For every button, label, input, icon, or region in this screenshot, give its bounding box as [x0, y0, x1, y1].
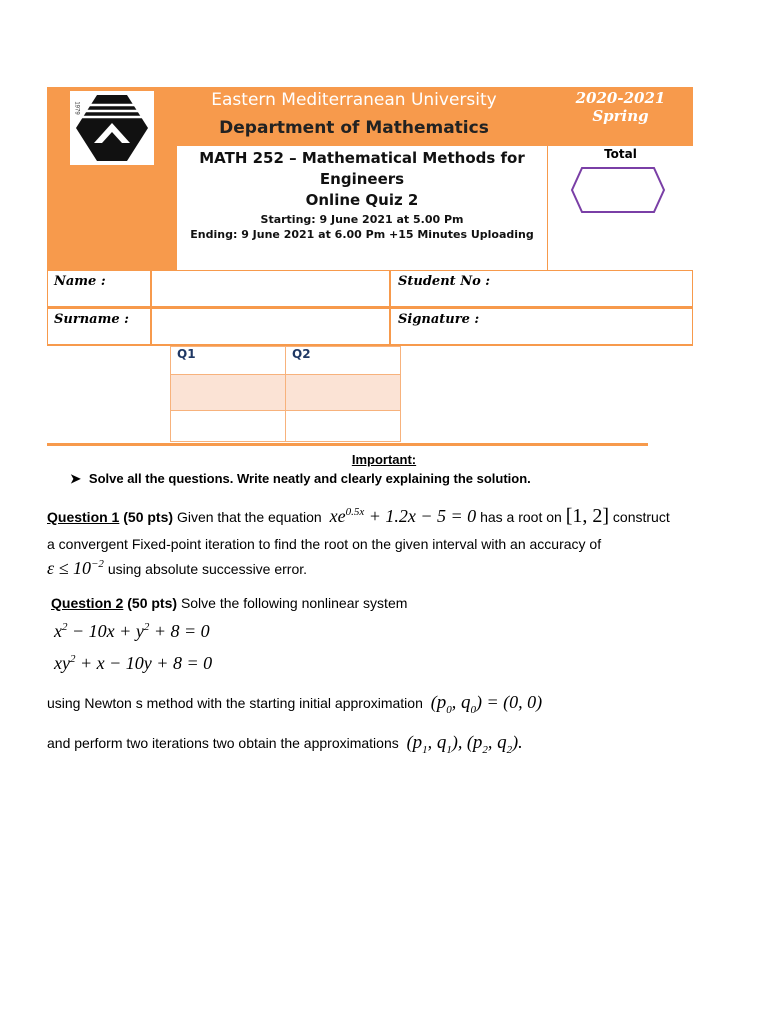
approximations: ($p_1$, $q_1$), ($p_2$, $q_2$). [406, 732, 523, 756]
signature-label: Signature : [398, 312, 480, 327]
question2-text-b: and perform two iterations two obtain the approximations [47, 735, 399, 751]
question1-line3: using absolute successive error. [107, 561, 308, 577]
university-name: Eastern Mediterranean University [211, 90, 497, 110]
bullet-arrow-icon: ➤ [70, 471, 81, 486]
epsilon-condition: $\varepsilon \le 10^{-2}$ [47, 558, 104, 578]
score-table [170, 346, 401, 442]
end-time: Ending: 9 June 2021 at 6.00 Pm +15 Minutes Uploading [190, 228, 534, 241]
equation-2: $xy^2 + x - 10y + 8 = 0$ [54, 653, 213, 673]
logo-year: 1979 [73, 101, 80, 115]
quiz-title: Online Quiz 2 [305, 191, 419, 209]
question2-text-a: using Newton s method with the starting initial approximation [47, 695, 423, 711]
instruction-text: Solve all the questions. Write neatly and clearly explaining the solution. [88, 471, 531, 486]
instruction-line [70, 471, 531, 487]
university-logo [70, 91, 154, 165]
question1-line2: a convergent Fixed-point iteration to find the root on the given interval with an accuracy of [47, 536, 602, 552]
department-name: Department of Mathematics [219, 118, 489, 138]
question2-points: (50 pts) [127, 595, 178, 611]
question2-line-b [47, 732, 523, 756]
q2-score-cell[interactable] [286, 375, 401, 411]
question1-text-b: has a root on [480, 509, 562, 525]
surname-label-cell [48, 309, 150, 344]
total-score-hexagon [572, 168, 664, 212]
question1-interval: [1, 2] [565, 505, 610, 527]
q1-header: Q1 [171, 347, 286, 375]
question2-line1 [51, 595, 407, 611]
question1-line3-wrap [47, 558, 307, 579]
signature-input[interactable] [391, 309, 692, 344]
total-box [548, 146, 693, 270]
name-input[interactable] [152, 271, 389, 306]
question2-text: Solve the following nonlinear system [180, 595, 408, 611]
question2-label: Question 2 [51, 595, 124, 611]
divider-rule [47, 443, 648, 446]
start-time: Starting: 9 June 2021 at 5.00 Pm [260, 213, 464, 226]
question1-equation: $xe^{0.5x} + 1.2x - 5 = 0$ [329, 506, 477, 526]
question1-label: Question 1 [47, 509, 120, 525]
surname-input[interactable] [152, 309, 389, 344]
initial-approx: ($p_0$, $q_0) = (0$, 0) [430, 692, 543, 716]
student-no-input[interactable] [391, 271, 692, 306]
q2-extra-cell[interactable] [286, 411, 401, 442]
q2-header: Q2 [286, 347, 401, 375]
question1-text-c: construct [612, 509, 670, 525]
question2-line-a [47, 692, 542, 716]
question1-points: (50 pts) [123, 509, 174, 525]
student-no-label: Student No : [398, 274, 491, 289]
q1-extra-cell[interactable] [171, 411, 286, 442]
q1-score-cell[interactable] [171, 375, 286, 411]
course-title: MATH 252 – Mathematical Methods for [199, 149, 525, 167]
total-label: Total [604, 147, 637, 161]
name-label-cell [48, 271, 150, 306]
course-info-box [177, 146, 547, 270]
name-label: Name : [54, 274, 106, 289]
course-title-cont: Engineers [319, 170, 405, 188]
surname-label: Surname : [54, 312, 129, 327]
question1-text-a: Given that the equation [176, 509, 322, 525]
term-label: 2020-2021 Spring [575, 89, 666, 125]
question1-line1 [47, 505, 747, 528]
important-heading: Important: [351, 452, 417, 467]
equation-1: $x^2 - 10x + y^2 + 8 = 0$ [54, 621, 210, 641]
